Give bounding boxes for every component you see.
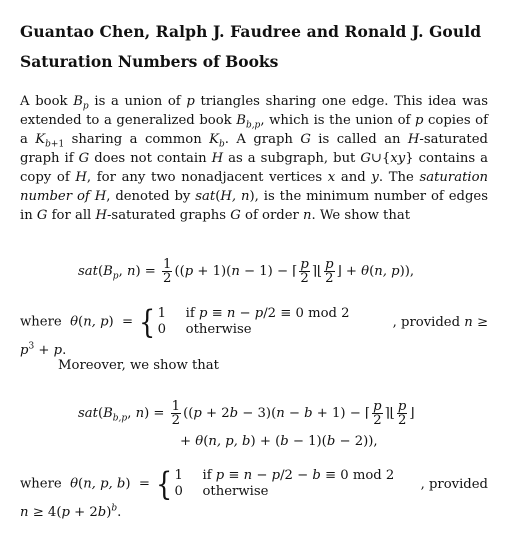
- provided-condition-2: $n \ge 4(p + 2b)^b$.: [20, 503, 122, 520]
- equation-2-line-1: $sat(B_{b,p}$, n) = $\frac{1}{2}$ ((p + 2b − 3)(n − b + 1) − ⌈ $\frac{p}{2}$ ⌉⌊ $\frac{p}{2}$ ⌋: [78, 399, 415, 428]
- theta-definition-1: where θ(n, p) = { 1 if p ≡ n − p/2 ≡ 0 mod 2 0 otherwise , provided n ≥: [20, 303, 488, 341]
- moreover-line: Moreover, we show that: [58, 358, 219, 373]
- paper-authors: Guantao Chen, Ralph J. Faudree and Ronald J. Gould: [20, 22, 482, 41]
- equation-1: $sat(B_p$, n) = $\frac{1}{2}$ ((p + 1)(n − 1) − ⌈ $\frac{p}{2}$ ⌉⌊ $\frac{p}{2}$ ⌋ + θ(n, p)),: [78, 257, 415, 286]
- equation-2-line-2: + θ(n, p, b) + (b − 1)(b − 2)),: [180, 434, 378, 449]
- theta-definition-2: where θ(n, p, b) = { 1 if p ≡ n − p/2 − b ≡ 0 mod 2 0 otherwise , provided: [20, 465, 488, 503]
- paper-title: Saturation Numbers of Books: [20, 52, 279, 71]
- abstract-paragraph-1: A book $B_p$ is a union of p triangles sharing one edge. This idea was extended to a generalized book $B_{b,p}$, which is the union of p copies of a $K_{b+1}$ sharing a common $K_b$. A graph G is called an H-saturated graph if G does not contain H as a subgraph, but G∪{xy} contains a copy of H, for any two nonadjacent vertices x and y. The saturation number of H, denoted by sat(H, n), is the minimum number of edges in G for all H-saturated graphs G of order n. We show that: [20, 94, 489, 223]
- provided-condition-1: $p^3 + p$.: [20, 341, 67, 358]
